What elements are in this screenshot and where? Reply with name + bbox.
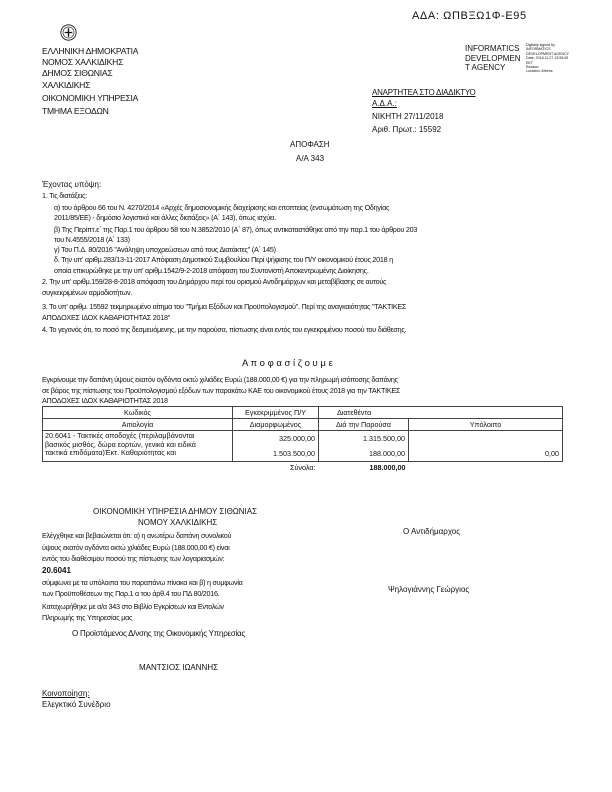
verify-line: ύψους εκατόν ογδόντα οκτώ χιλιάδες Ευρώ (188.000,00 €) είναι	[42, 543, 230, 552]
header-line: ΝΟΜΟΣ ΧΑΛΚΙΔΙΚΗΣ	[42, 57, 124, 67]
empty-cell	[409, 462, 563, 474]
notify-recipient: Ελεγκτικό Συνέδριο	[42, 700, 111, 709]
hellenic-republic-emblem-icon	[60, 24, 77, 41]
table-header-row	[43, 419, 563, 431]
stamp-details: Digitally signed by INFORMATICS DEVELOPMENT AGENCY Date: 2018.11.27 13:55:05 EET Reason: Location: Athens	[526, 43, 570, 74]
column-header: Διατεθέντα	[319, 407, 563, 419]
registered-line: Πληρωμής της Υπηρεσίας μας	[42, 613, 133, 622]
table-total-row	[43, 462, 563, 474]
empty-cell	[409, 431, 563, 447]
list-item: 3. Το υπ' αριθμ. 15592 τεκμηριωμένο αίτημα του "Τμήμα Εξόδων και Προϋπολογισμού". Περί της αναγκαιότητας "ΤΑΚΤΙΚΕΣ	[42, 302, 407, 311]
list-item: γ) Του Π.Δ. 80/2016 "Ανάληψη υποχρεώσεων από τους Διατάκτες" (Α΄ 145)	[54, 245, 276, 254]
head-name: ΜΑΝΤΣΙΟΣ ΙΩΑΝΝΗΣ	[139, 663, 219, 672]
decision-number: Α/Α 343	[296, 154, 325, 163]
approval-line: ΑΠΟΔΟΧΕΣ ΙΔΟΧ ΚΑΘΑΡΙΟΤΗΤΑΣ 2018	[42, 396, 168, 405]
registered-line: Καταχωρήθηκε με α/α 343 στο Βιβλίο Εγκρίσεων και Εντολών	[42, 602, 224, 611]
ada-number: ΑΔΑ: ΩΠΒΞΩ1Φ-Ε95	[412, 10, 527, 22]
head-of-department: Ο Προϊστάμενος Δ/νσης της Οικονομικής Υπηρεσίας	[72, 629, 246, 638]
header-line: ΤΜΗΜΑ ΕΞΟΔΩΝ	[42, 106, 109, 116]
finance-title: ΟΙΚΟΝΟΜΙΚΗ ΥΠΗΡΕΣΙΑ ΔΗΜΟΥ ΣΙΘΩΝΙΑΣ	[93, 507, 258, 516]
conformity-line: των Προϋποθέσεων της Παρ.1 α του άρθ.4 του ΠΔ 80/2016.	[42, 589, 220, 598]
verify-line: Ελέγχθηκε και βεβαιώνεται ότι: α) η ανωτέρω δαπάνη συνολικού	[42, 531, 232, 540]
notify-title: Κοινοποίηση:	[42, 689, 90, 698]
remaining-amount: 0,00	[409, 446, 563, 462]
list-item: ΑΠΟΔΟΧΕΣ ΙΔΟΧ ΚΑΘΑΡΙΟΤΗΤΑΣ 2018"	[42, 313, 171, 322]
finance-title: ΝΟΜΟΥ ΧΑΛΚΙΔΙΚΗΣ	[138, 518, 218, 527]
header-line: ΧΑΛΚΙΔΙΚΗΣ	[42, 80, 91, 90]
total-label: Σύνολα:	[290, 463, 316, 472]
list-item: β) Της Περίπτ.ε΄ της Παρ.1 του άρθρου 58 του Ν.3852/2010 (Α΄ 87), όπως αντικαταστάθηκε από την παρ.1 του άρθρου 203	[54, 225, 418, 234]
considering-heading: Έχοντας υπόψη:	[42, 180, 102, 189]
decide-heading: Α π ο φ α σ ί ζ ο υ μ ε	[242, 358, 333, 369]
column-header: Υπόλοιπο	[409, 419, 563, 431]
header-line: ΟΙΚΟΝΟΜΙΚΗ ΥΠΗΡΕΣΙΑ	[42, 93, 139, 103]
list-item: οποία επικυρώθηκε με την υπ' αριθμ.1542/9-2-2018 απόφαση του Συντονιστή Αποκεντρωμένης Διοίκησης.	[54, 266, 369, 275]
total-value: 188.000,00	[369, 463, 406, 472]
approval-line: Εγκρίνουμε την δαπάνη ύψους εκατόν ογδόντα οκτώ χιλιάδες Ευρώ (188.000,00 €) για την πληρωμή ισόποσης δαπάνης	[42, 375, 398, 384]
decision-title: ΑΠΟΦΑΣΗ	[290, 140, 330, 149]
header-line: ΔΗΜΟΣ ΣΙΘΩΝΙΑΣ	[42, 68, 113, 78]
list-item: 1. Τις διατάξεις:	[42, 191, 87, 200]
publish-place-date: ΝΙΚΗΤΗ 27/11/2018	[372, 112, 444, 121]
column-header: Εγκεκριμμένος Π/Υ	[233, 407, 319, 419]
approval-line: σε βάρος της πίστωσης του Προϋπολογισμού εξόδων των παρακάτω ΚΑΕ του οικονομικού έτους 2018 για την ΤΑΚΤΙΚΕΣ	[42, 386, 401, 395]
publish-title: ΑΝΑΡΤΗΤΕΑ ΣΤΟ ΔΙΑΔΙΚΤΥΟ	[372, 88, 476, 97]
table-header-row	[43, 407, 563, 419]
list-item: α) του άρθρου 66 του Ν. 4270/2014 «Αρχές δημοσιονομικής διαχείρισης και εποπτείας (ενσωμάτωση της Οδηγίας	[54, 203, 390, 212]
column-header: Διά την Παρούσα	[319, 419, 409, 431]
list-item: συγκεκριμένων αρμοδιοτήτων.	[42, 288, 133, 297]
signatory-title: Ο Αντιδήμαρχος	[403, 527, 461, 536]
column-header: Αιτιολογία	[43, 419, 233, 431]
available-amount: 1.503.500,00	[233, 446, 319, 462]
list-item: 2. Την υπ' αριθμ.159/28-8-2018 απόφαση του Δημάρχου περί του ορισμού Αντιδημάρχων και μεταβίβασης σε αυτούς	[42, 277, 387, 286]
column-header: Κωδικός	[43, 407, 233, 419]
table-row	[43, 431, 563, 447]
header-line: ΕΛΛΗΝΙΚΗ ΔΗΜΟΚΡΑΤΙΑ	[42, 46, 139, 56]
empty-cell	[43, 462, 233, 474]
verify-line: εντός του διαθέσιμου ποσού της πίστωσης των λογαριασμών:	[42, 554, 225, 563]
list-item: του Ν.4555/2018 (Α΄ 133)	[54, 235, 130, 244]
budget-table	[42, 406, 563, 473]
signatory-name: Ψηλογιάννης Γεώργιος	[388, 585, 470, 594]
approved-amount: 325.000,00	[233, 431, 319, 447]
protocol-number: Αριθ. Πρωτ.: 15592	[372, 125, 442, 134]
stamp-agency: INFORMATICS DEVELOPMEN T AGENCY	[465, 44, 521, 72]
account-code: 20.6041	[42, 566, 71, 575]
list-item: 2011/85/ΕΕ) - δημόσιο λογιστικό και άλλες διατάξεις» (Α΄ 143), όπως ισχύει.	[54, 213, 276, 222]
conformity-line: σύμφωνα με τα υπόλοιπα του παραπάνω πίνακα και β) η συμφωνία	[42, 578, 243, 587]
list-item: 4. Το γεγονός ότι, το ποσό της δεσμευόμενης, με την παρούσα, πίστωσης είναι εντός του εγκεκριμένου ποσού του διάθεσης.	[42, 325, 407, 334]
list-item: δ. Την υπ' αριθμ.283/13-11-2017 Απόφαση Δημοτικού Συμβουλίου Περί ψήφισης του Π/Υ οικονομικού έτους 2018 η	[54, 255, 393, 264]
publish-ada: Α.Δ.Α.:	[372, 99, 397, 108]
this-decision-amount: 188.000,00	[319, 446, 409, 462]
disposed-amount: 1.315.500,00	[319, 431, 409, 447]
account-description: 20.6041 - Τακτικές αποδοχές (περιλαμβάνονται βασικός μισθός, δώρα εορτών, γενικά και ειδικά τακτικά επιδόματα)Έκτ. Καθαριότητας και	[43, 431, 233, 462]
column-header: Διαμορφωμένος	[233, 419, 319, 431]
